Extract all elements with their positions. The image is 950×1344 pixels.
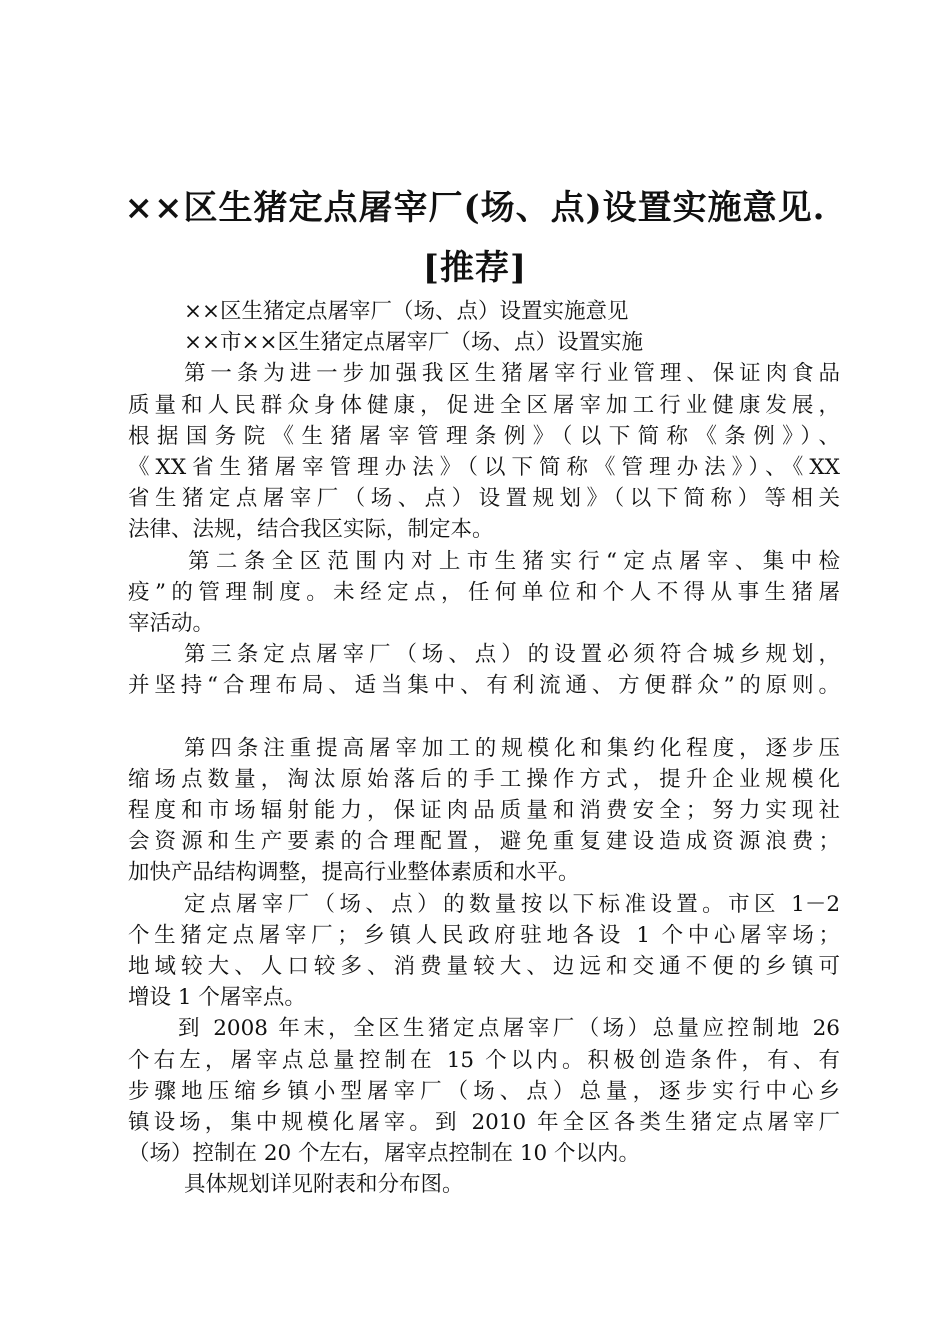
- paragraph-line: 省生猪定点屠宰厂（场、点）设置规划》（以下简称）等相关: [128, 486, 840, 512]
- paragraph-line: 地域较大、人口较多、消费量较大、边远和交通不便的乡镇可: [128, 953, 840, 979]
- paragraph-gap: [128, 701, 840, 732]
- paragraph-line: 到 2008 年末，全区生猪定点屠宰厂（场）总量应控制地 26: [178, 1016, 840, 1042]
- paragraph-line: 第三条定点屠宰厂（场、点）的设置必须符合城乡规划，: [184, 642, 840, 668]
- paragraph-line: 并坚持“合理布局、适当集中、有利流通、方便群众”的原则。: [128, 673, 840, 699]
- paragraph-line: 宰活动。: [128, 610, 215, 636]
- paragraph-line: 疫”的管理制度。未经定点，任何单位和个人不得从事生猪屠: [128, 579, 840, 605]
- document-title: ××区生猪定点屠宰厂(场、点)设置实施意见.: [124, 188, 826, 228]
- paragraph-line: 定点屠宰厂（场、点）的数量按以下标准设置。市区 1－2: [184, 891, 840, 917]
- subtitle-line: ××市××区生猪定点屠宰厂（场、点）设置实施: [184, 330, 644, 356]
- paragraph-line: 个右左，屠宰点总量控制在 15 个以内。积极创造条件，有、有: [128, 1047, 840, 1073]
- paragraph-line: 具体规划详见附表和分布图。: [184, 1172, 464, 1198]
- paragraph-line: 镇设场，集中规模化屠宰。到 2010 年全区各类生猪定点屠宰厂: [128, 1109, 840, 1135]
- paragraph-line: 个生猪定点屠宰厂；乡镇人民政府驻地各设 1 个中心屠宰场；: [128, 922, 840, 948]
- paragraph-line: 根据国务院《生猪屠宰管理条例》（以下简称《条例》）、: [128, 423, 840, 449]
- paragraph-line: 第一条为进一步加强我区生猪屠宰行业管理、保证肉食品: [184, 361, 840, 387]
- paragraph-line: 程度和市场辐射能力，保证肉品质量和消费安全；努力实现社: [128, 798, 840, 823]
- paragraph-line: 增设 1 个屠宰点。: [128, 985, 306, 1011]
- paragraph-line: 会资源和生产要素的合理配置，避免重复建设造成资源浪费；: [128, 829, 840, 855]
- paragraph-line: 《XX省生猪屠宰管理办法》（以下简称《管理办法》）、《XX: [128, 454, 840, 480]
- paragraph-line: 质量和人民群众身体健康，促进全区屠宰加工行业健康发展，: [128, 392, 840, 418]
- subtitle-line: ××区生猪定点屠宰厂（场、点）设置实施意见: [184, 299, 629, 324]
- paragraph-line: 加快产品结构调整，提高行业整体素质和水平。: [128, 860, 580, 886]
- paragraph-line: （场）控制在 20 个左右，屠宰点控制在 10 个以内。: [128, 1141, 641, 1167]
- paragraph-line: 第四条注重提高屠宰加工的规模化和集约化程度，逐步压: [184, 735, 840, 761]
- paragraph-line: 缩场点数量，淘汰原始落后的手工操作方式，提升企业规模化: [128, 766, 840, 792]
- document-body: [128, 296, 840, 1200]
- paragraph-line: 法律、法规，结合我区实际，制定本。: [128, 517, 494, 543]
- paragraph-line: 第二条全区范围内对上市生猪实行“定点屠宰、集中检: [188, 548, 840, 574]
- document-title-suffix: [推荐]: [422, 248, 528, 288]
- paragraph-line: 步骤地压缩乡镇小型屠宰厂（场、点）总量，逐步实行中心乡: [128, 1078, 840, 1104]
